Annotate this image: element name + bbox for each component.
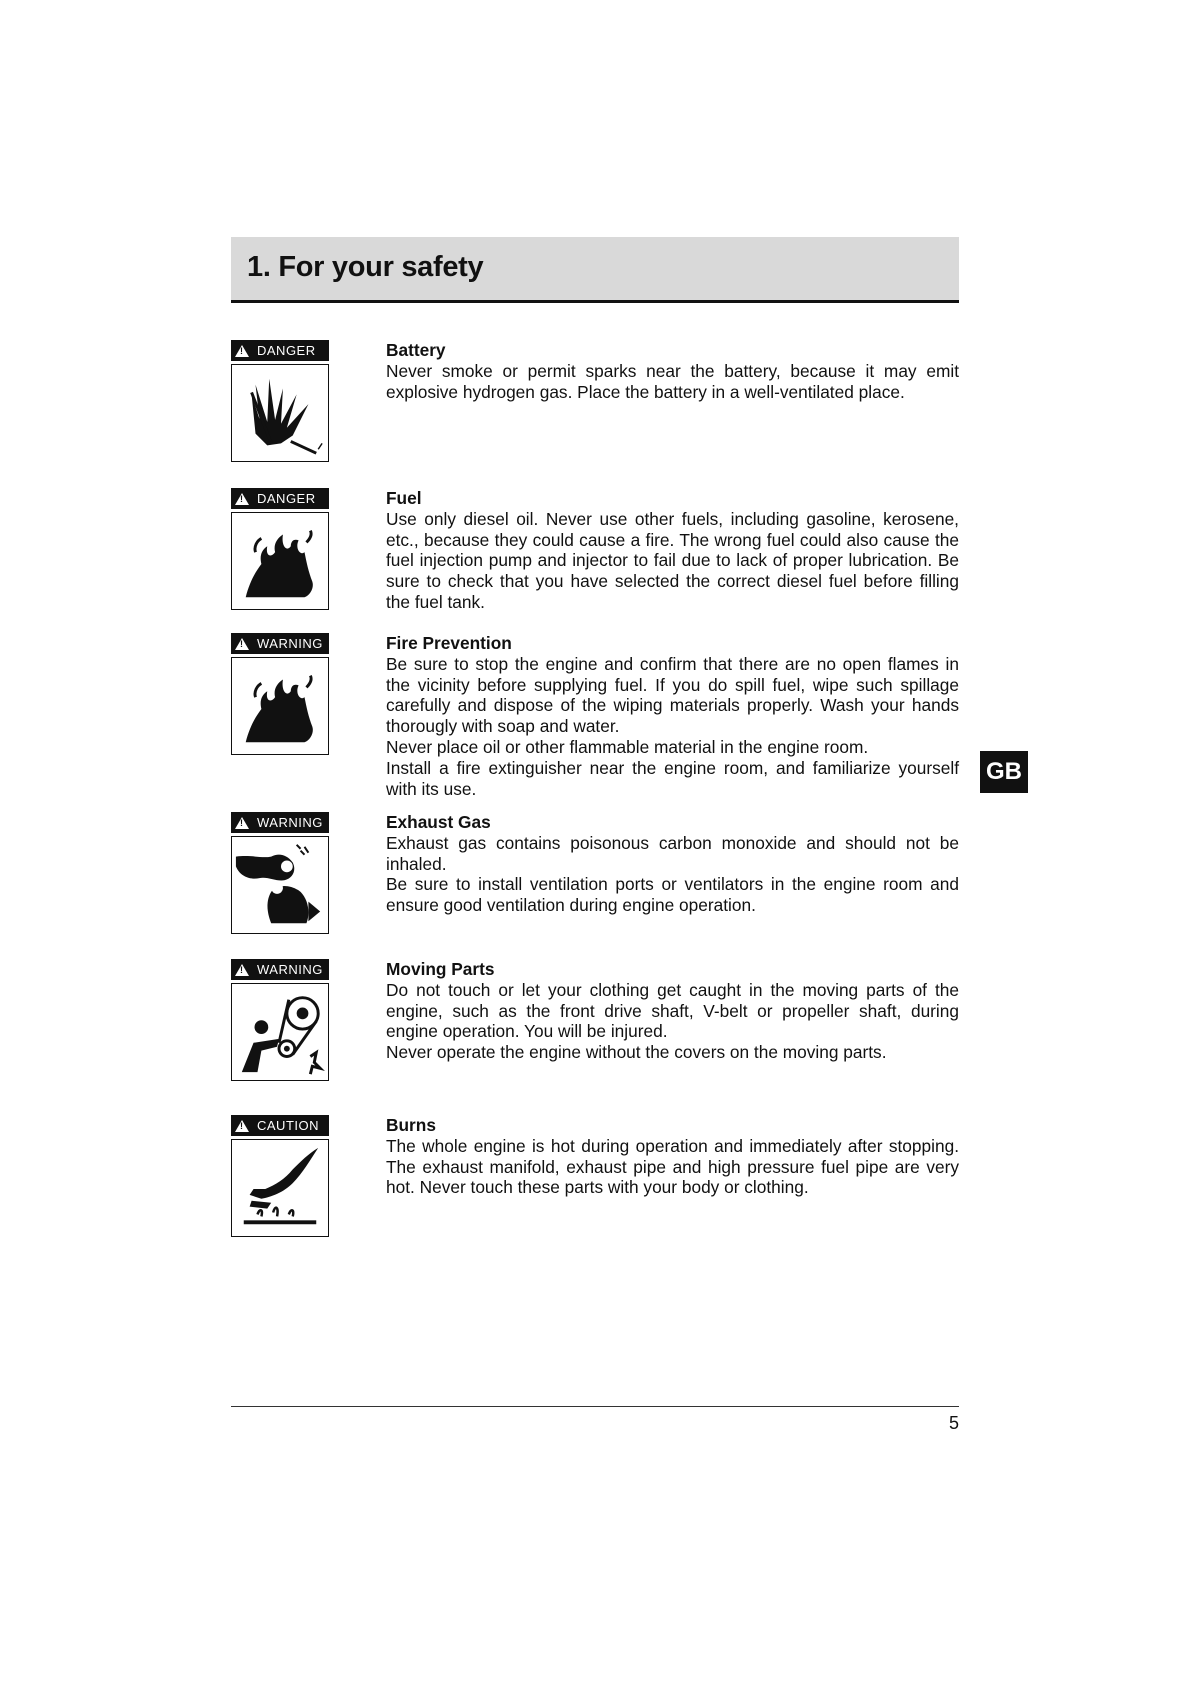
explosion-icon [231, 364, 329, 462]
section-text [386, 959, 959, 1063]
section-title: Fuel [386, 488, 422, 508]
flame-icon [231, 512, 329, 610]
section-paragraph: Never operate the engine without the covers on the moving parts. [386, 1042, 887, 1063]
warning-badge: ! WARNING [231, 633, 329, 654]
warning-triangle-icon [235, 493, 249, 505]
section-paragraph: Exhaust gas contains poisonous carbon monoxide and should not be inhaled. [386, 832, 959, 874]
danger-badge: ! DANGER [231, 340, 329, 361]
section-text [386, 340, 959, 402]
warning-badge: ! WARNING [231, 812, 329, 833]
section-paragraph: Be sure to stop the engine and confirm that there are no open flames in the vicinity before supplying fuel. If you do spill fuel, wipe such spillage carefully and dispose of the wiping materials properly. Wash your hands thorougly with soap and water. [386, 653, 959, 737]
warning-triangle-icon [235, 345, 249, 357]
section-header [231, 237, 959, 303]
section-title: Exhaust Gas [386, 812, 491, 832]
section-title: Battery [386, 340, 446, 360]
page-number: 5 [948, 1413, 959, 1433]
section-text [386, 488, 959, 613]
warning-triangle-icon [235, 964, 249, 976]
section-paragraph: Install a fire extinguisher near the engine room, and familiarize yourself with its use. [386, 757, 959, 799]
section-paragraph: Do not touch or let your clothing get caught in the moving parts of the engine, such as the front drive shaft, V-belt or propeller shaft, during engine operation. You will be injured. [386, 979, 959, 1042]
hot-surface-icon [231, 1139, 329, 1237]
section-text [386, 1115, 959, 1198]
section-paragraph: The whole engine is hot during operation and immediately after stopping. The exhaust manifold, exhaust pipe and high pressure fuel pipe are very hot. Never touch these parts with your body or clothing. [386, 1135, 959, 1198]
section-title: Fire Prevention [386, 633, 512, 653]
footer-rule [231, 1406, 959, 1407]
section-title: Moving Parts [386, 959, 495, 979]
section-paragraph: Never place oil or other flammable material in the engine room. [386, 736, 869, 757]
toxic-gas-icon [231, 836, 329, 934]
page-title: 1. For your safety [247, 251, 484, 283]
section-paragraph: Be sure to install ventilation ports or ventilators in the engine room and ensure good ventilation during engine operation. [386, 874, 959, 916]
warning-badge: ! WARNING [231, 959, 329, 980]
moving-parts-icon [231, 983, 329, 1081]
section-text [386, 633, 959, 799]
warning-triangle-icon [235, 817, 249, 829]
caution-badge: ! CAUTION [231, 1115, 329, 1136]
section-paragraph: Use only diesel oil. Never use other fuels, including gasoline, kerosene, etc., because they could cause a fire. The wrong fuel could also cause the fuel injection pump and injector to fail due to lack of proper lubrication. Be sure to check that you have selected the correct diesel fuel before filling the fuel tank. [386, 508, 959, 612]
section-text [386, 812, 959, 916]
danger-badge: ! DANGER [231, 488, 329, 509]
warning-triangle-icon [235, 638, 249, 650]
section-title: Burns [386, 1115, 436, 1135]
section-paragraph: Never smoke or permit sparks near the battery, because it may emit explosive hydrogen gas. Place the battery in a well-ventilated place. [386, 360, 959, 402]
flame-icon [231, 657, 329, 755]
language-tab: GB [980, 751, 1028, 793]
warning-triangle-icon [235, 1120, 249, 1132]
